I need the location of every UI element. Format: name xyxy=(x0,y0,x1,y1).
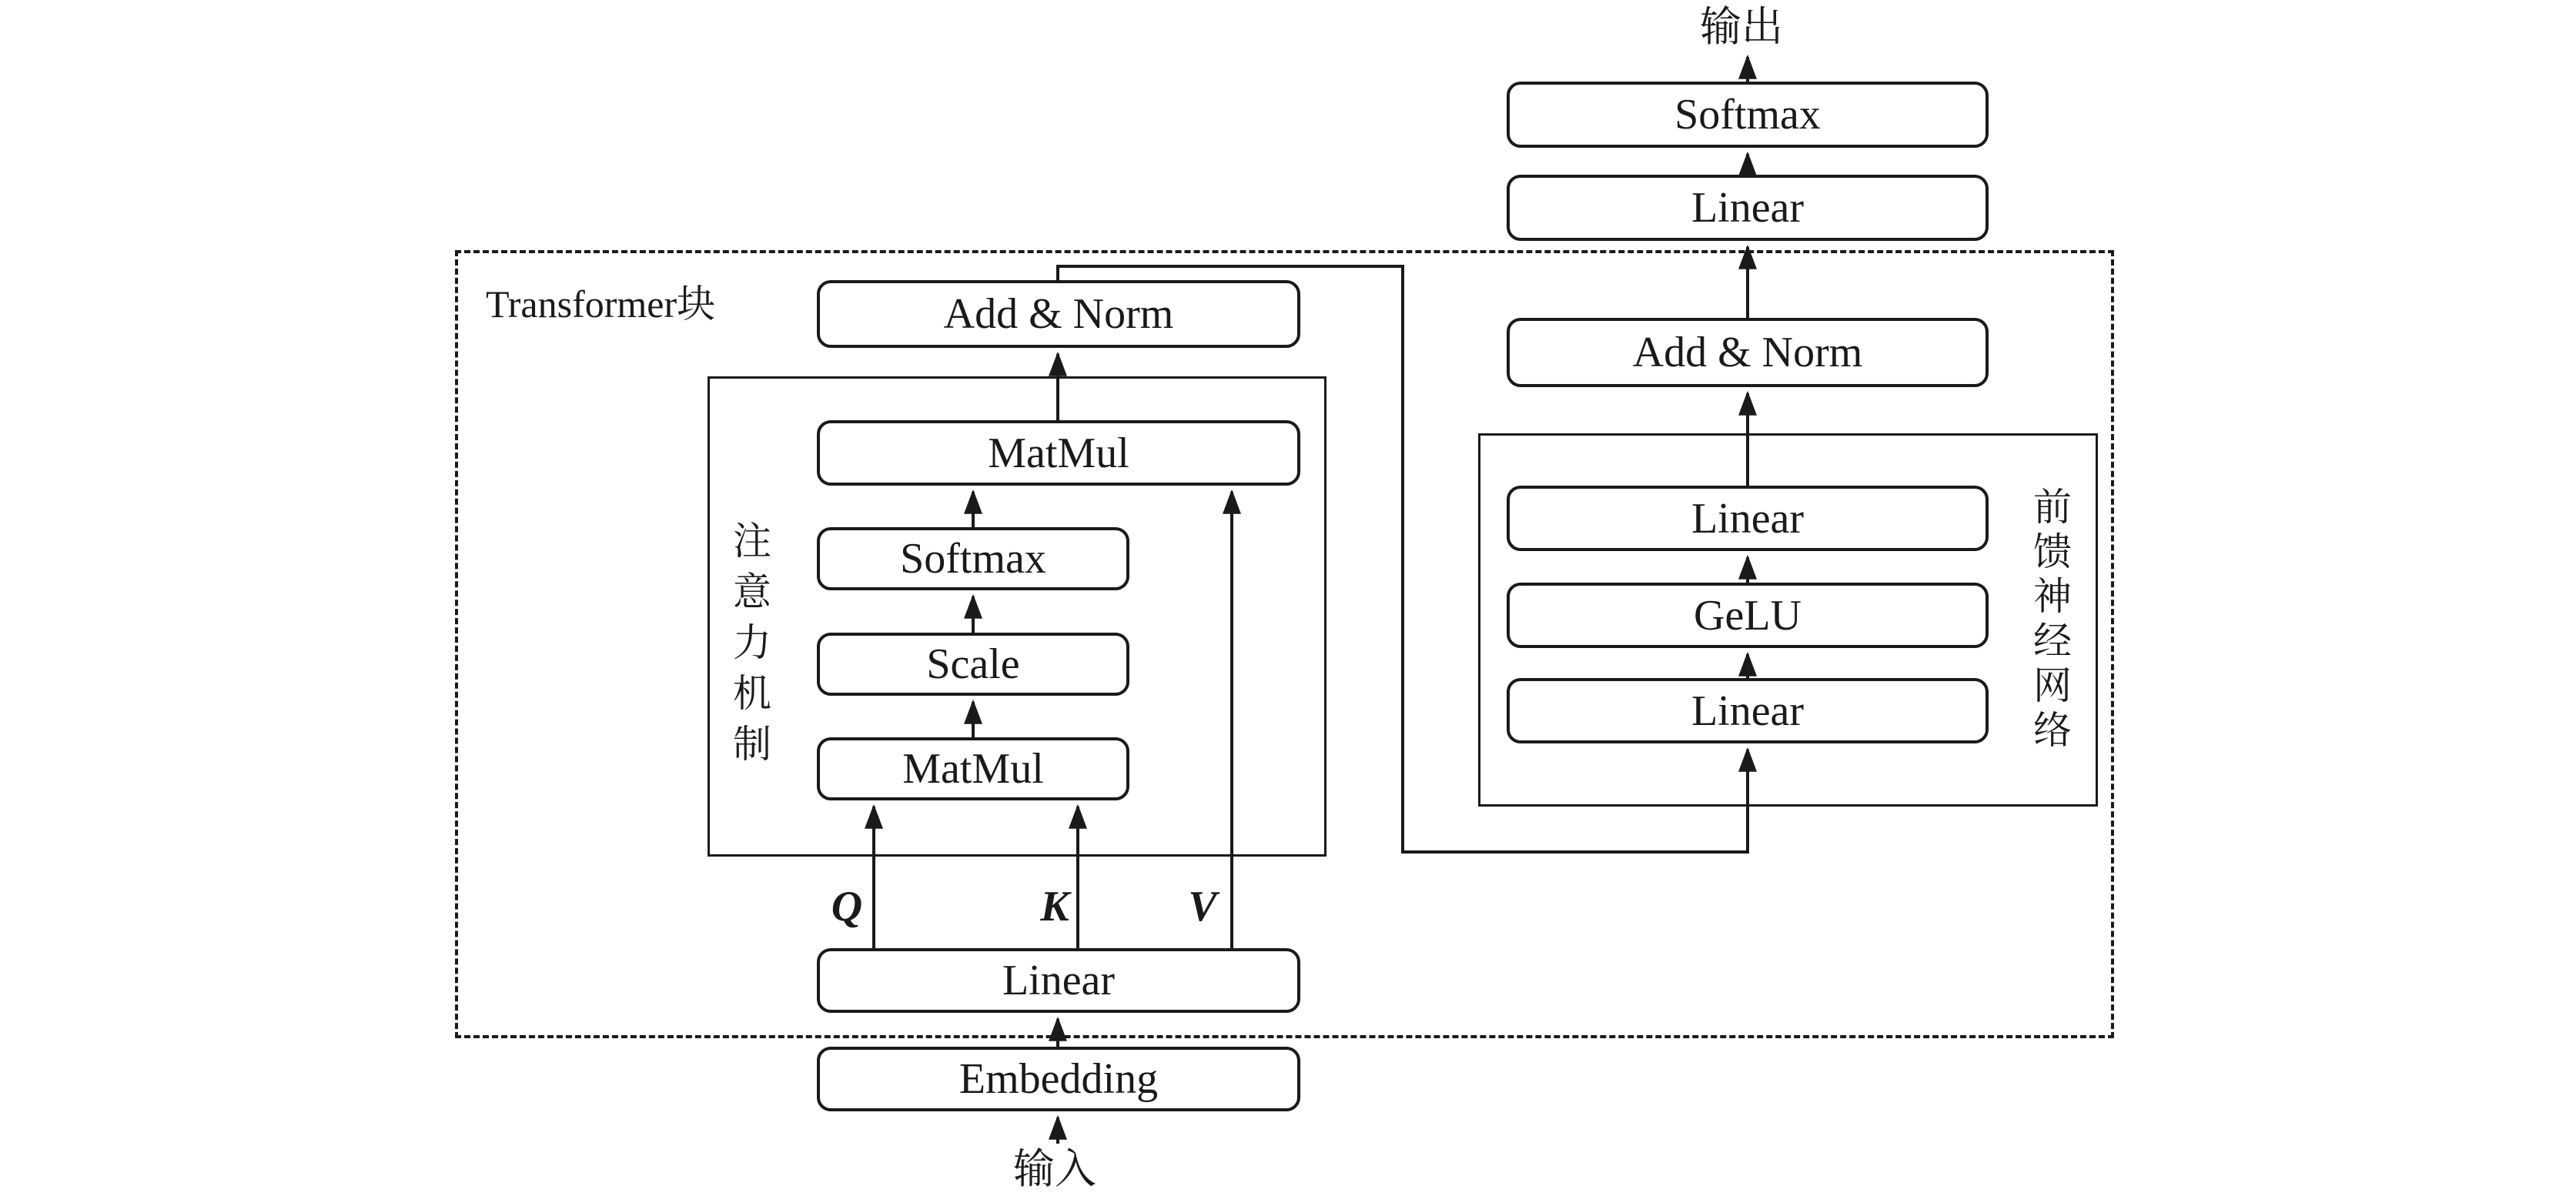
node-linear-output: Linear xyxy=(1507,175,1989,241)
node-softmax-output: Softmax xyxy=(1507,82,1989,148)
node-softmax-left: Softmax xyxy=(817,527,1129,590)
label-k: K xyxy=(1040,883,1069,930)
node-linear-input: Linear xyxy=(817,948,1300,1013)
node-ffn-linear-top: Linear xyxy=(1507,486,1989,551)
node-matmul-top: MatMul xyxy=(817,420,1300,486)
attention-group-label: 注意力机制 xyxy=(728,520,771,774)
transformer-block-title: Transformer块 xyxy=(486,282,716,326)
node-gelu: GeLU xyxy=(1507,583,1989,648)
input-label: 输入 xyxy=(1013,1146,1096,1192)
node-scale: Scale xyxy=(817,633,1129,696)
label-q: Q xyxy=(831,883,863,930)
node-matmul-bottom: MatMul xyxy=(817,737,1129,800)
node-embedding: Embedding xyxy=(817,1047,1300,1111)
output-label: 输出 xyxy=(1700,4,1783,50)
ffn-group-label: 前馈神经网络 xyxy=(2028,486,2071,754)
label-v: V xyxy=(1188,883,1217,930)
node-add-norm-right: Add & Norm xyxy=(1507,318,1989,387)
node-ffn-linear-bottom: Linear xyxy=(1507,678,1989,743)
node-add-norm-left: Add & Norm xyxy=(817,280,1300,348)
